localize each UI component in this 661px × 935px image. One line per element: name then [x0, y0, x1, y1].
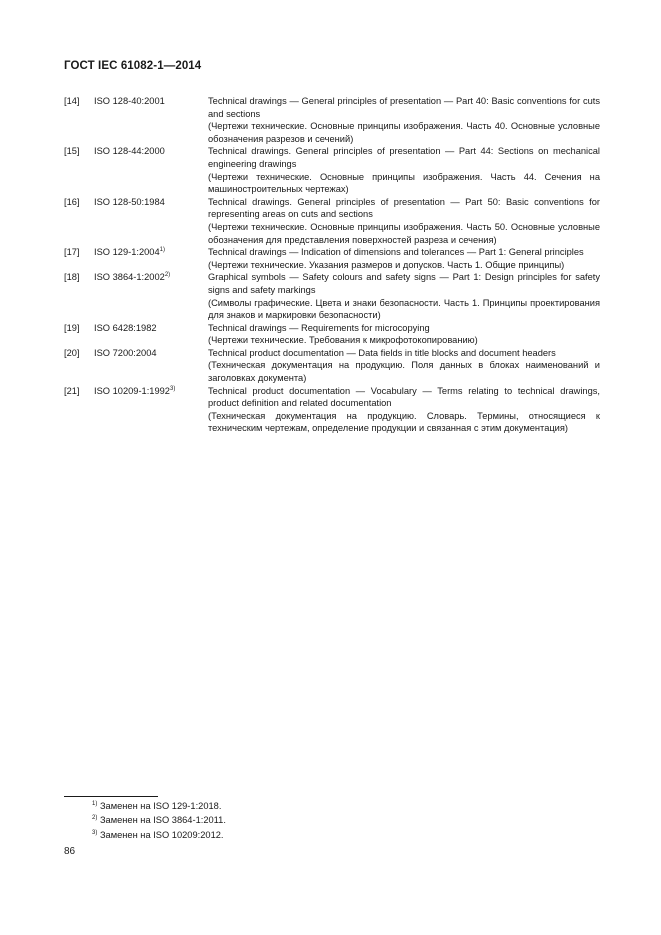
- reference-item: [64, 271, 600, 321]
- footnote-divider: [64, 796, 158, 797]
- reference-title-en: Technical drawings — Requirements for microcopying: [208, 322, 430, 333]
- footnote-mark: 3): [92, 829, 98, 836]
- footnote-mark: 2): [92, 815, 98, 822]
- reference-item: [64, 385, 600, 435]
- reference-description: [208, 385, 600, 435]
- reference-title-ru: (Символы графические. Цвета и знаки безопасности. Часть 1. Принципы проектирования для знаков и маркировки безопасности): [208, 297, 600, 321]
- reference-title-en: Technical drawings — General principles of presentation — Part 40: Basic conventions for cuts and sections: [208, 96, 600, 119]
- page-number: 86: [64, 846, 76, 857]
- reference-item: [64, 196, 600, 246]
- reference-standard: ISO 128-50:1984: [94, 196, 165, 207]
- footnote-text: Заменен на ISO 10209:2012.: [99, 829, 224, 840]
- reference-description: [208, 246, 600, 271]
- reference-number: [20]: [64, 347, 80, 358]
- reference-title-en: Technical product documentation — Vocabulary — Terms relating to technical drawings, product definition and related documentation: [208, 385, 600, 409]
- footnote-item: [92, 799, 226, 813]
- reference-item: [64, 322, 600, 347]
- reference-description: [208, 145, 600, 195]
- footnote-text: Заменен на ISO 3864-1:2011.: [99, 815, 226, 826]
- reference-title-ru: (Чертежи технические. Требования к микрофотокопированию): [208, 335, 478, 346]
- reference-description: [208, 347, 600, 385]
- reference-standard: ISO 6428:1982: [94, 322, 157, 333]
- reference-number: [16]: [64, 196, 80, 207]
- reference-title-ru: (Техническая документация на продукцию. Словарь. Термины, относящиеся к техническим чертежам, определение продукции и связанная с этим документация): [208, 410, 600, 434]
- reference-number: [21]: [64, 385, 80, 396]
- reference-standard: ISO 128-40:2001: [94, 96, 165, 106]
- reference-number: [19]: [64, 322, 80, 333]
- reference-title-en: Technical drawings — Indication of dimensions and tolerances — Part 1: General principles: [208, 247, 584, 258]
- reference-standard: ISO 7200:2004: [94, 347, 157, 358]
- reference-description: [208, 271, 600, 321]
- reference-title-en: Technical drawings. General principles of presentation — Part 50: Basic conventions for representing areas on cuts and sections: [208, 196, 600, 220]
- reference-description: [208, 196, 600, 246]
- reference-title-en: Technical product documentation — Data fields in title blocks and document headers: [208, 347, 556, 358]
- reference-item: [64, 145, 600, 195]
- footnote-text: Заменен на ISO 129-1:2018.: [99, 801, 222, 811]
- reference-number: [18]: [64, 272, 80, 283]
- footnote-item: [92, 813, 226, 827]
- reference-number: [17]: [64, 247, 80, 258]
- reference-title-ru: (Чертежи технические. Основные принципы изображения. Часть 40. Основные условные обозначения разрезов и сечений): [208, 121, 600, 144]
- reference-title-ru: (Техническая документация на продукцию. Поля данных в блоках наименований и заголовках документа): [208, 360, 600, 384]
- footnote-marker: 3): [169, 385, 176, 392]
- document-header: ГОСТ IEC 61082-1—2014: [64, 60, 202, 72]
- footnotes: [92, 799, 226, 842]
- footnote-item: [92, 828, 226, 842]
- footnote-mark: 1): [92, 801, 98, 807]
- footnote-marker: 1): [159, 247, 165, 254]
- reference-number: [15]: [64, 146, 80, 157]
- reference-standard: ISO 128-44:2000: [94, 146, 165, 157]
- reference-standard: ISO 129-1:2004$^{1)}$: [94, 247, 165, 258]
- footnote-marker: 2): [164, 272, 171, 279]
- reference-title-ru: (Чертежи технические. Основные принципы изображения. Часть 44. Сечения на машиностроительных чертежах): [208, 171, 600, 195]
- reference-description: [208, 322, 600, 347]
- reference-item: [64, 95, 600, 145]
- reference-standard: ISO 3864-1:2002$^{2)}$: [94, 272, 171, 283]
- reference-title-en: Technical drawings. General principles of presentation — Part 44: Sections on mechanical engineering drawings: [208, 146, 600, 169]
- reference-title-ru: (Чертежи технические. Указания размеров и допусков. Часть 1. Общие принципы): [208, 259, 565, 270]
- reference-item: [64, 246, 600, 271]
- reference-title-en: Graphical symbols — Safety colours and safety signs — Part 1: Design principles for safety signs and safety markings: [208, 272, 600, 295]
- reference-item: [64, 347, 600, 385]
- reference-title-ru: (Чертежи технические. Основные принципы изображения. Часть 50. Основные условные обозначения для представления поверхностей разреза и сечения): [208, 221, 600, 245]
- reference-list: [64, 95, 600, 435]
- reference-description: [208, 95, 600, 145]
- reference-standard: ISO 10209-1:1992$^{3)}$: [94, 385, 176, 396]
- reference-number: [14]: [64, 96, 80, 106]
